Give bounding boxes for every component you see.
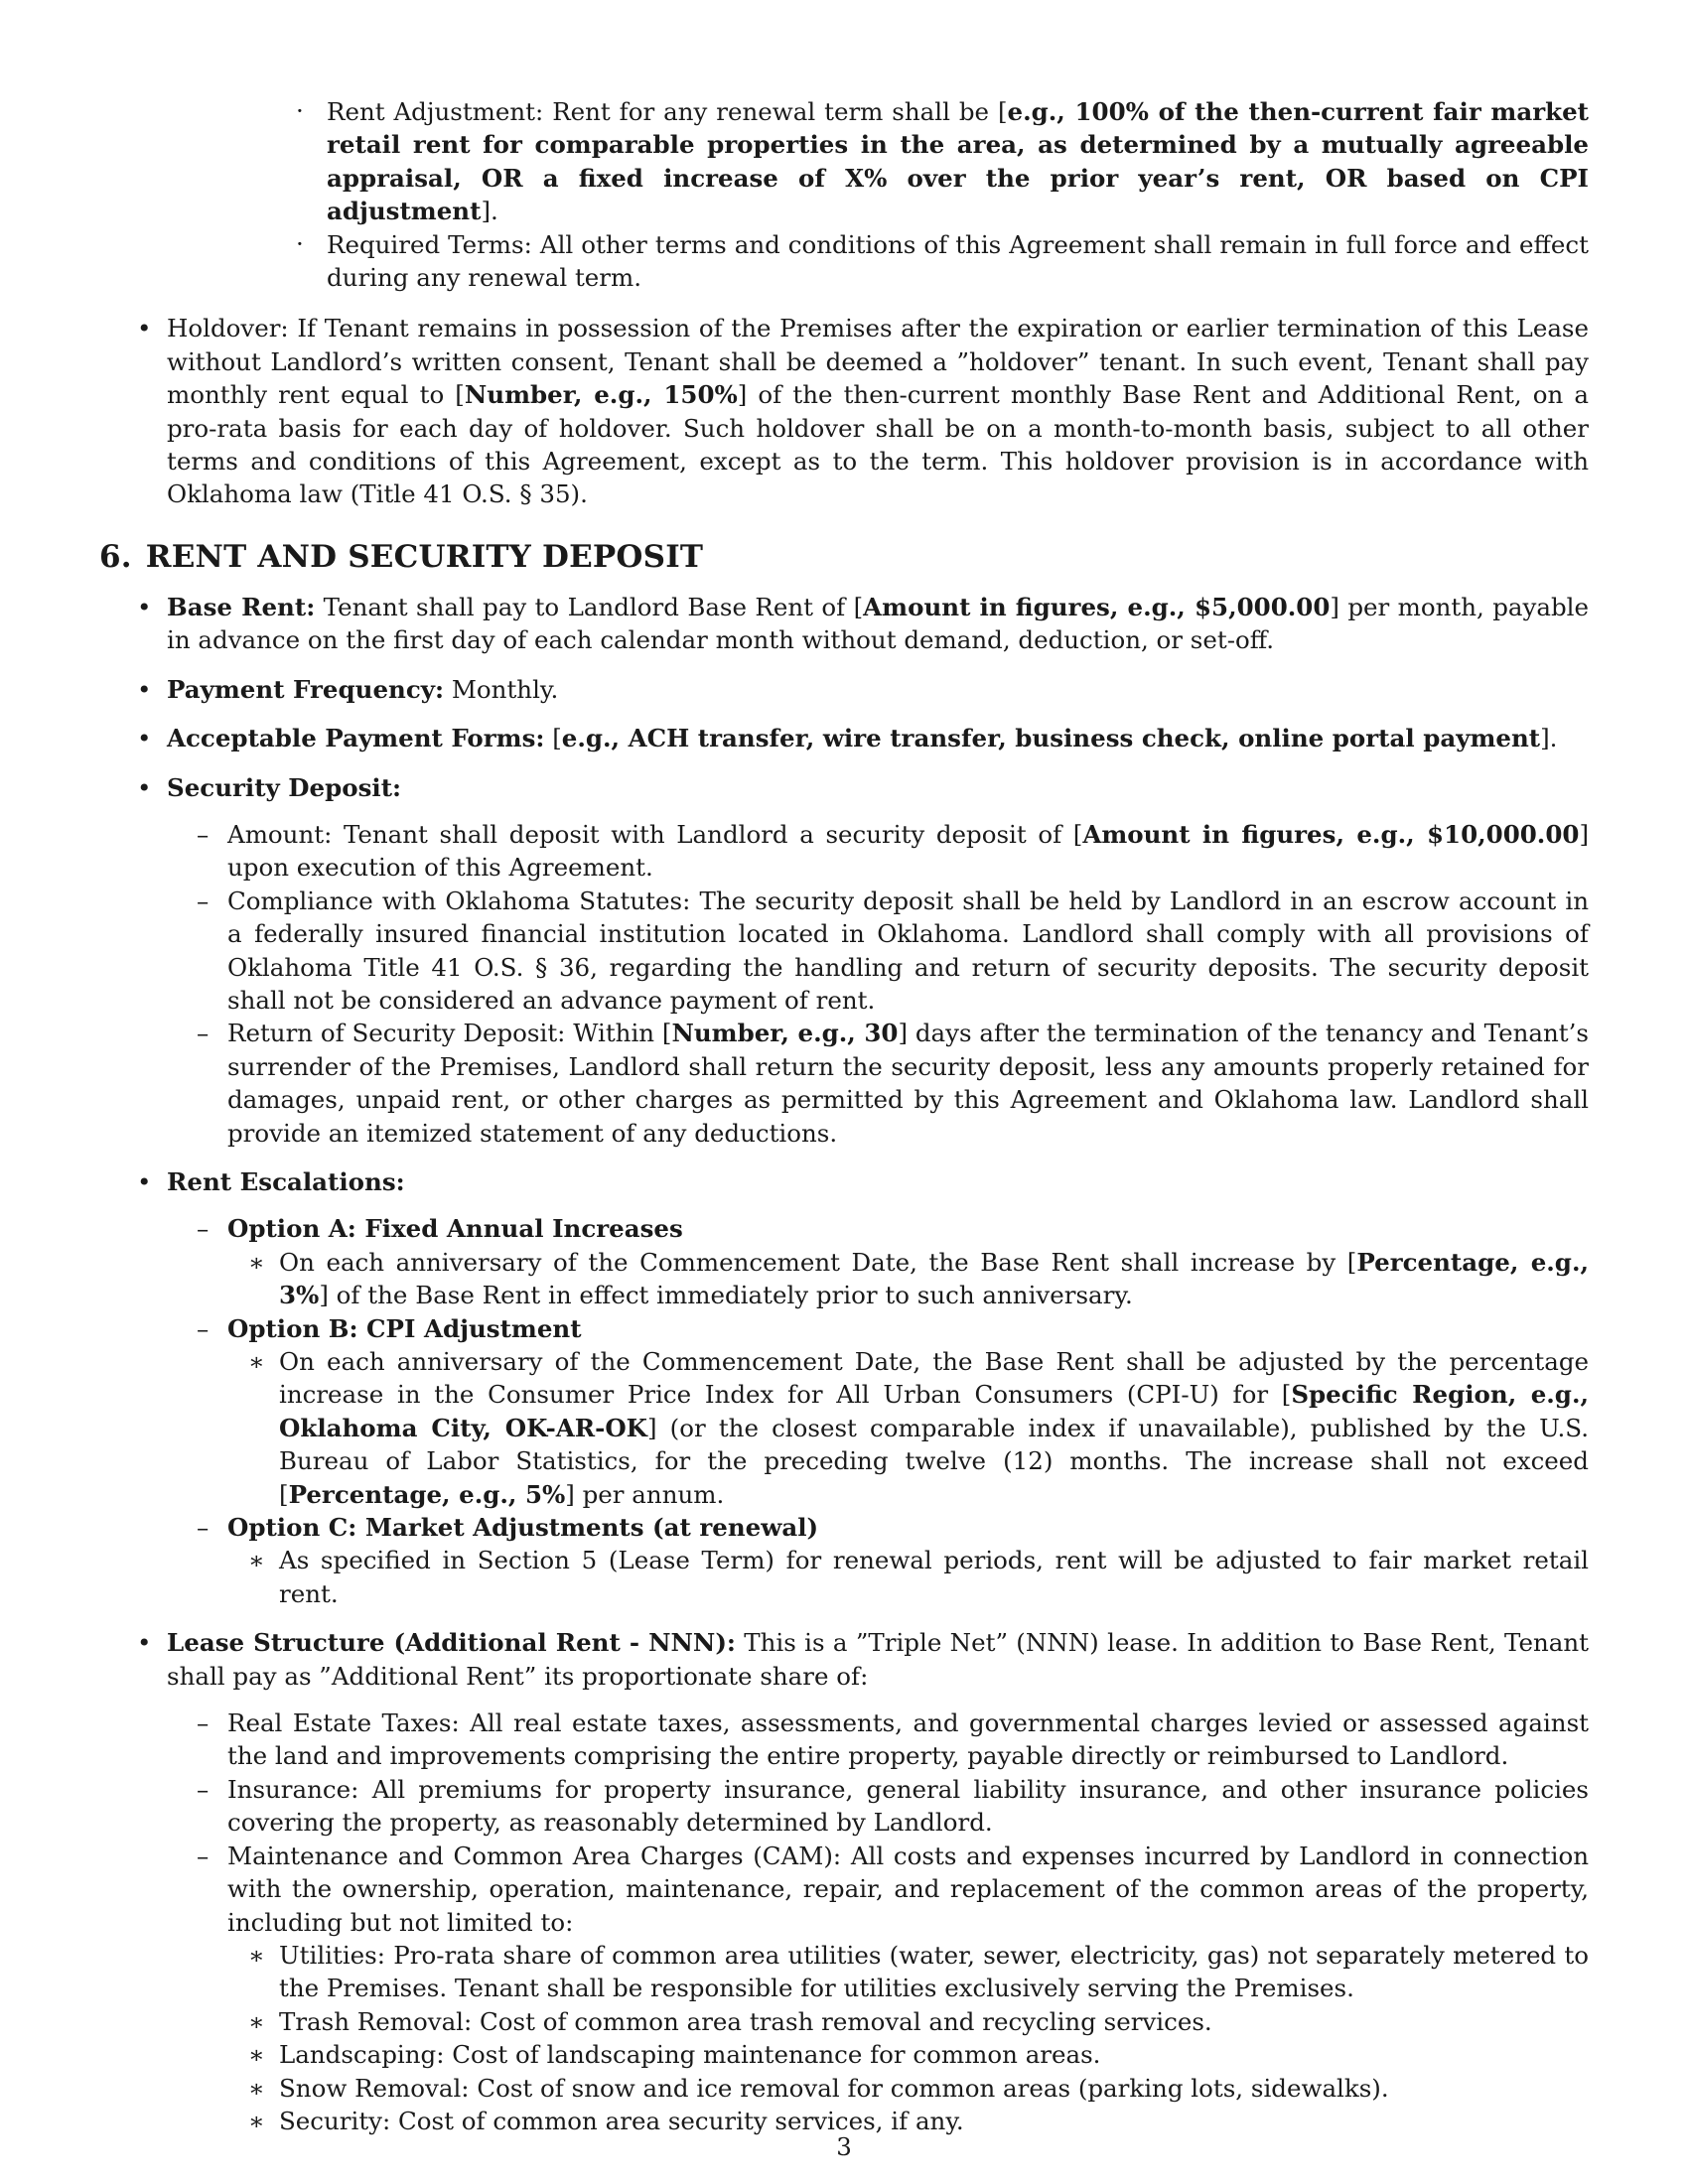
- star-bullet: ∗: [248, 1247, 265, 1277]
- dash-bullet: –: [197, 1313, 210, 1343]
- rent-adjustment-item: · Rent Adjustment: Rent for any renewal term shall be [e.g., 100% of the then-current fair market retail rent for comparable properties in the area, as determined by a mutually agreeable appraisal, OR a fixed increase of X% over the prior year’s rent, OR based on CPI adjustment].: [296, 96, 1589, 226]
- star-bullet: ∗: [248, 2073, 265, 2103]
- holdover-list: [99, 312, 1589, 510]
- star-bullet: ∗: [248, 1940, 265, 1970]
- bullet: •: [137, 1166, 152, 1196]
- base-rent-item: • Base Rent: Tenant shall pay to Landlord Base Rent of [Amount in figures, e.g., $5,000.00] per month, payable in advance on the first day of each calendar month without demand, deduction, or set-off.: [137, 592, 1589, 655]
- bullet: •: [137, 1628, 152, 1658]
- rent-deposit-list: [99, 591, 1589, 2137]
- required-terms-item: · Required Terms: All other terms and conditions of this Agreement shall remain in full force and effect during any renewal term.: [296, 228, 1589, 293]
- dash-bullet: –: [197, 819, 210, 849]
- renewal-terms-list: [99, 95, 1589, 294]
- dash-bullet: –: [197, 886, 210, 915]
- dash-bullet: –: [197, 1019, 210, 1048]
- cam-snow-item: ∗ Snow Removal: Cost of snow and ice removal for common areas (parking lots, sidewalks).: [99, 2072, 1589, 2105]
- dash-bullet: –: [197, 1214, 210, 1244]
- option-b-item: – Option B: CPI Adjustment: [99, 1312, 1589, 1345]
- deposit-compliance-item: – Compliance with Oklahoma Statutes: The security deposit shall be held by Landlord in an escrow account in a federally insured financial institution located in Oklahoma. Landlord shall comply with all provisions of Oklahoma Title 41 O.S. § 36, regarding the handling and return of security deposits. The security deposit shall not be considered an advance payment of rent.: [197, 886, 1589, 1015]
- cam-landscaping-item: ∗ Landscaping: Cost of landscaping maintenance for common areas.: [99, 2038, 1589, 2071]
- rent-escalations-item: • Rent Escalations: – Option A: Fixed Annual Increases ∗ On each anniversary of the Commencement Date, the Base Rent shall increase by [Percentage, e.g., 3%] of the Base Rent in effect immediately prior to such anniversary. – Option B: CPI Adjustment ∗ On each anniversary of the Commencement Date, the Base Rent shall be adjusted by the percentage increase in the Consumer Price Index for All Urban Consumers (CPI-U) for [Specific Region, e.g., Oklahoma City, OK-AR-OK] (or the closest comparable index if unavailable), published by the U.S. Bureau of Labor Statistics, for the preceding twelve (12) months. The increase shall not exceed [Percentage, e.g., 5%] per annum. – Option C: Market Adjustments (at renewal) ∗ As specified in Section 5 (Lease Term) for renewal periods, rent will be adjusted to fair market retail rent.: [99, 1165, 1589, 1610]
- cam-utilities-item: ∗ Utilities: Pro-rata share of common area utilities (water, sewer, electricity, gas) not separately metered to the Premises. Tenant shall be responsible for utilities exclusively serving the Premises.: [248, 1940, 1589, 2003]
- section-title: RENT AND SECURITY DEPOSIT: [145, 538, 704, 575]
- nnn-charges-list: [99, 1706, 1589, 2137]
- real-estate-taxes-item: – Real Estate Taxes: All real estate taxes, assessments, and governmental charges levied or assessed against the land and improvements comprising the entire property, payable directly or reimbursed to Landlord.: [197, 1708, 1589, 1771]
- bullet: •: [137, 674, 152, 704]
- page-content: [99, 95, 1589, 2153]
- option-c-item: – Option C: Market Adjustments (at renewal): [99, 1511, 1589, 1544]
- star-bullet: ∗: [248, 2006, 265, 2036]
- cam-security-item: ∗ Security: Cost of common area security services, if any.: [99, 2105, 1589, 2137]
- star-bullet: ∗: [248, 2040, 265, 2070]
- dash-bullet: –: [197, 1841, 210, 1870]
- insurance-item: – Insurance: All premiums for property insurance, general liability insurance, and other insurance policies covering the property, as reasonably determined by Landlord.: [197, 1774, 1589, 1838]
- option-a-detail: ∗ On each anniversary of the Commencement Date, the Base Rent shall increase by [Percentage, e.g., 3%] of the Base Rent in effect immediately prior to such anniversary.: [248, 1247, 1589, 1310]
- deposit-amount-item: – Amount: Tenant shall deposit with Landlord a security deposit of [Amount in figures, e.g., $10,000.00] upon execution of this Agreement.: [197, 819, 1589, 883]
- page-number: 3: [836, 2132, 852, 2161]
- cam-item: – Maintenance and Common Area Charges (CAM): All costs and expenses incurred by Landlord in connection with the ownership, operation, maintenance, repair, and replacement of the common areas of the property, including but not limited to:: [197, 1841, 1589, 1937]
- dash-bullet: –: [197, 1708, 210, 1738]
- dash-bullet: –: [197, 1774, 210, 1804]
- lease-structure-item: • Lease Structure (Additional Rent - NNN): This is a ”Triple Net” (NNN) lease. In addition to Base Rent, Tenant shall pay as ”Additional Rent” its proportionate share of: – Real Estate Taxes: All real estate taxes, assessments, and governmental charges levied or assessed against the land and improvements comprising the entire property, payable directly or reimbursed to Landlord. – Insurance: All premiums for property insurance, general liability insurance, and other insurance policies covering the property, as reasonably determined by Landlord. – Maintenance and Common Area Charges (CAM): All costs and expenses incurred by Landlord in connection with the ownership, operation, maintenance, repair, and replacement of the common areas of the property, including but not limited to: ∗ Utilities: Pro-rata share of common area utilities (water, sewer, electricity, gas) not separately metered to the Premises. Tenant shall be responsible for utilities exclusively serving the Premises. ∗ Trash Removal: Cost of common area trash removal and recycling services. ∗ Landscaping: Cost of landscaping maintenance for common areas. ∗ Snow Removal: Cost of snow and ice removal for common areas (parking lots, sidewalks). ∗ Security: Cost of common area security services, if any.: [99, 1626, 1589, 2137]
- star-bullet: ∗: [248, 1546, 265, 1575]
- holdover-item: • Holdover: If Tenant remains in possession of the Premises after the expiration or earlier termination of this Lease without Landlord’s written consent, Tenant shall be deemed a ”holdover” tenant. In such event, Tenant shall pay monthly rent equal to [Number, e.g., 150%] of the then-current monthly Base Rent and Additional Rent, on a pro-rata basis for each day of holdover. Such holdover shall be on a month-to-month basis, subject to all other terms and conditions of this Agreement, except as to the term. This holdover provision is in accordance with Oklahoma law (Title 41 O.S. § 35).: [137, 314, 1590, 509]
- section-number: 6.: [99, 538, 132, 575]
- dot-bullet: ·: [296, 96, 304, 125]
- option-a-item: – Option A: Fixed Annual Increases: [99, 1212, 1589, 1245]
- security-deposit-item: • Security Deposit: – Amount: Tenant shall deposit with Landlord a security deposit of [Amount in figures, e.g., $10,000.00] upon execution of this Agreement. – Compliance with Oklahoma Statutes: The security deposit shall be held by Landlord in an escrow account in a federally insured financial institution located in Oklahoma. Landlord shall comply with all provisions of Oklahoma Title 41 O.S. § 36, regarding the handling and return of security deposits. The security deposit shall not be considered an advance payment of rent. – Return of Security Deposit: Within [Number, e.g., 30] days after the termination of the tenancy and Tenant’s surrender of the Premises, Landlord shall return the security deposit, less any amounts properly retained for damages, unpaid rent, or other charges as permitted by this Agreement and Oklahoma law. Landlord shall provide an itemized statement of any deductions.: [99, 771, 1589, 1150]
- payment-frequency-item: • Payment Frequency: Monthly.: [99, 673, 1589, 706]
- bullet: •: [137, 592, 152, 621]
- option-b-detail: ∗ On each anniversary of the Commencement Date, the Base Rent shall be adjusted by the percentage increase in the Consumer Price Index for All Urban Consumers (CPI-U) for [Specific Region, e.g., Oklahoma City, OK-AR-OK] (or the closest comparable index if unavailable), published by the U.S. Bureau of Labor Statistics, for the preceding twelve (12) months. The increase shall not exceed [Percentage, e.g., 5%] per annum.: [248, 1347, 1590, 1509]
- option-c-detail: ∗ As specified in Section 5 (Lease Term) for renewal periods, rent will be adjusted to fair market retail rent.: [248, 1546, 1589, 1608]
- bullet: •: [137, 724, 152, 753]
- escalation-options-list: [99, 1212, 1589, 1610]
- dash-bullet: –: [197, 1513, 210, 1543]
- payment-forms-item: • Acceptable Payment Forms: [e.g., ACH transfer, wire transfer, business check, online portal payment].: [99, 722, 1589, 754]
- star-bullet: ∗: [248, 2106, 265, 2135]
- bullet: •: [137, 772, 152, 802]
- security-deposit-sublist: [99, 818, 1589, 1150]
- bullet: •: [137, 314, 152, 343]
- deposit-return-item: – Return of Security Deposit: Within [Number, e.g., 30] days after the termination of the tenancy and Tenant’s surrender of the Premises, Landlord shall return the security deposit, less any amounts properly retained for damages, unpaid rent, or other charges as permitted by this Agreement and Oklahoma law. Landlord shall provide an itemized statement of any deductions.: [197, 1019, 1589, 1148]
- dot-bullet: ·: [296, 228, 304, 258]
- cam-trash-item: ∗ Trash Removal: Cost of common area trash removal and recycling services.: [99, 2005, 1589, 2038]
- star-bullet: ∗: [248, 1347, 265, 1376]
- section-heading: [99, 537, 1589, 577]
